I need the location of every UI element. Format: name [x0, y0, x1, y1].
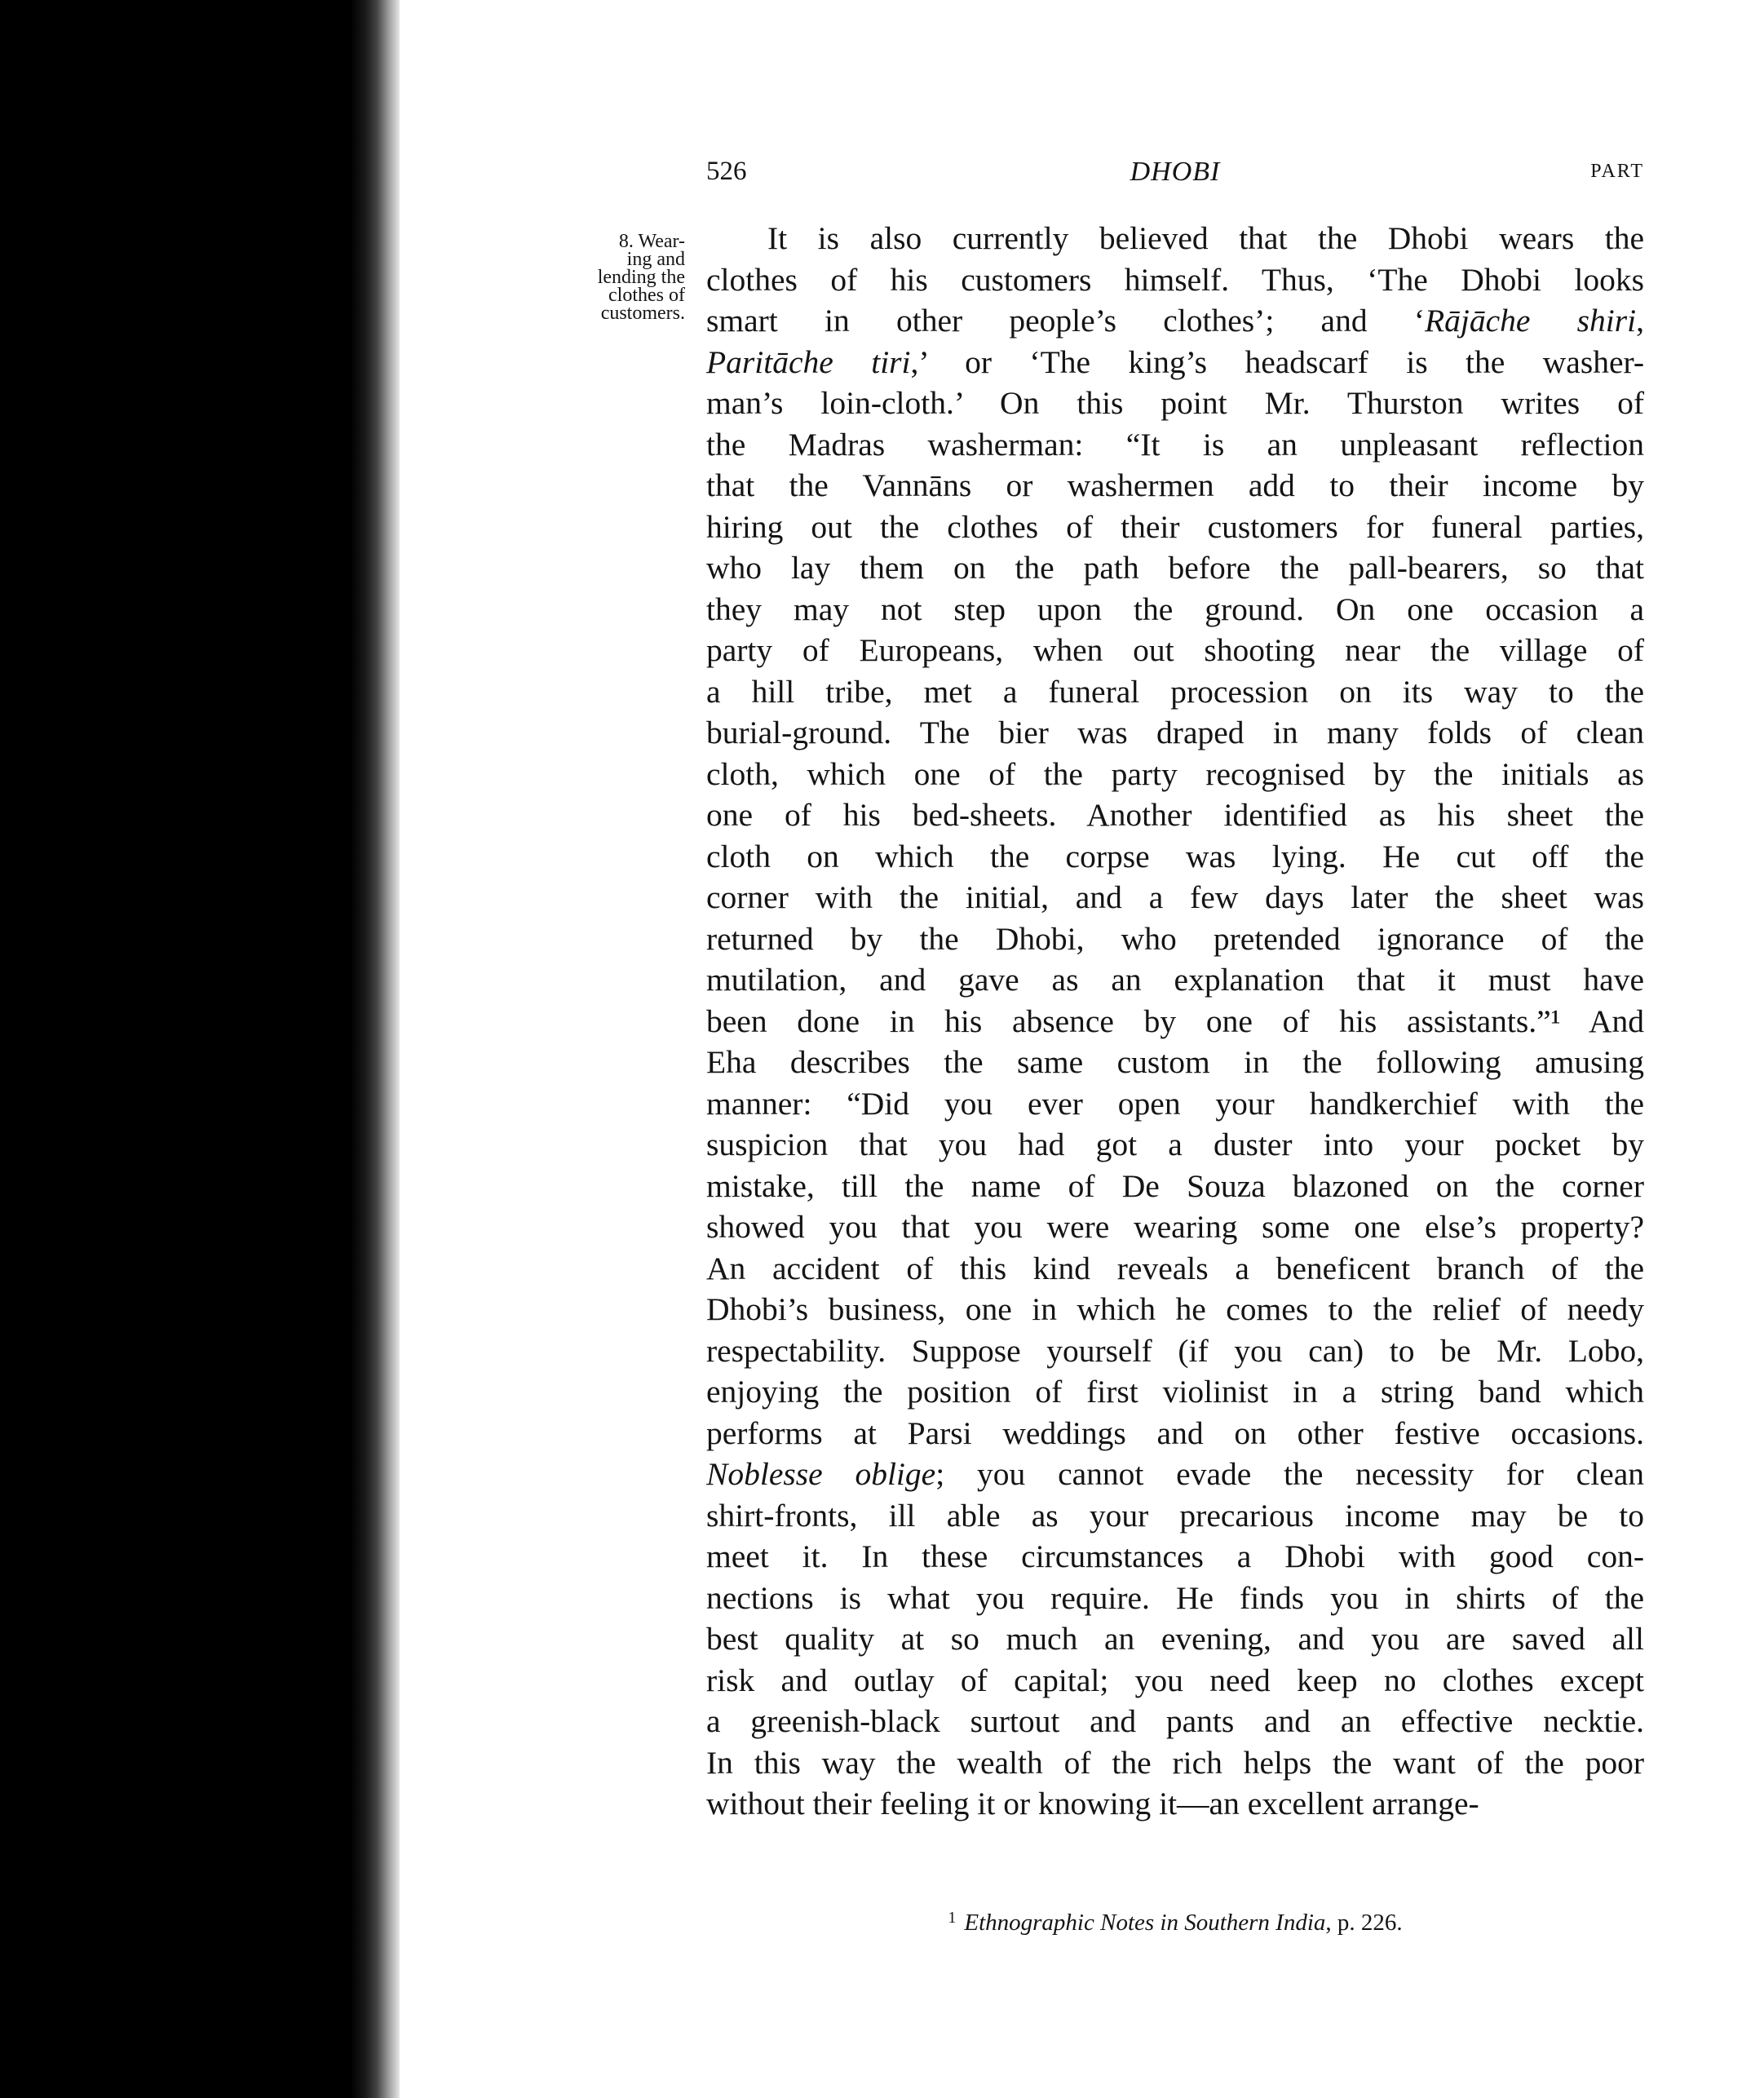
text-line: one of his bed-sheets. Another identified as his sheet the	[706, 797, 1644, 833]
margin-sidenote	[563, 232, 685, 322]
text-line: man’s loin-cloth.’ On this point Mr. Thurston writes of	[706, 385, 1644, 421]
text-line: returned by the Dhobi, who pretended ignorance of the	[706, 920, 1644, 957]
text-line: party of Europeans, when out shooting near the village of	[706, 632, 1644, 668]
footnote	[706, 1909, 1644, 1936]
text-line: that the Vannāns or washermen add to their income by	[706, 467, 1644, 503]
footnote-page-ref: , p. 226.	[1325, 1910, 1403, 1936]
text-line: suspicion that you had got a duster into your pocket by	[706, 1126, 1644, 1162]
body-text	[706, 218, 1644, 1825]
text-line: shirt-fronts, ill able as your precarious income may be to	[706, 1497, 1644, 1534]
sidenote-line: clothes of	[608, 285, 685, 306]
text-line: hiring out the clothes of their customers for funeral parties,	[706, 508, 1644, 545]
text-line: smart in other people’s clothes’; and ‘Rājāche shiri,	[706, 303, 1645, 339]
sidenote-line: ing and	[626, 249, 685, 270]
text-line: meet it. In these circumstances a Dhobi with good con-	[706, 1538, 1644, 1574]
text-line: cloth on which the corpse was lying. He cut off the	[706, 838, 1644, 874]
book-binding-shadow	[0, 0, 400, 2098]
text-line: manner: “Did you ever open your handkerchief with the	[706, 1085, 1644, 1122]
text-line: burial-ground. The bier was draped in many folds of clean	[706, 715, 1644, 750]
text-line: In this way the wealth of the rich helps the want of the poor	[706, 1744, 1644, 1781]
text-line: risk and outlay of capital; you need keep no clothes except	[706, 1662, 1644, 1698]
text-line: showed you that you were wearing some one else’s property?	[706, 1209, 1644, 1245]
text-line: the Madras washerman: “It is an unpleasant reflection	[706, 426, 1644, 463]
text-line: mistake, till the name of De Souza blazoned on the corner	[706, 1167, 1644, 1204]
text-line: a hill tribe, met a funeral procession on its way to the	[706, 673, 1644, 710]
text-line: It is also currently believed that the Dhobi wears the	[767, 220, 1644, 256]
text-line: they may not step upon the ground. On one occasion a	[706, 591, 1644, 627]
footnote-marker: 1	[948, 1909, 957, 1927]
text-line: mutilation, and gave as an explanation that it must have	[706, 962, 1644, 998]
text-line: enjoying the position of first violinist in a string band which	[706, 1374, 1644, 1410]
text-line: without their feeling it or knowing it—an excellent arrange-	[706, 1786, 1479, 1821]
text-line: been done in his absence by one of his assistants.”¹ And	[706, 1003, 1644, 1039]
text-line: who lay them on the path before the pall-bearers, so that	[706, 550, 1644, 586]
running-title: DHOBI	[1130, 157, 1221, 187]
text-line: Eha describes the same custom in the following amusing	[706, 1044, 1644, 1080]
sidenote-line: customers.	[600, 303, 685, 324]
text-line: Paritāche tiri,’ or ‘The king’s headscarf is the washer-	[706, 343, 1644, 380]
page-header	[706, 157, 1644, 189]
text-line: clothes of his customers himself. Thus, ‘The Dhobi looks	[706, 261, 1644, 298]
part-label: PART	[1590, 161, 1644, 182]
text-line: An accident of this kind reveals a beneficent branch of the	[706, 1250, 1644, 1286]
sidenote-line: lending the	[597, 267, 685, 288]
text-line: nections is what you require. He finds you in shirts of the	[706, 1579, 1644, 1616]
text-line: Noblesse oblige; you cannot evade the necessity for clean	[706, 1456, 1645, 1492]
footnote-source: Ethnographic Notes in Southern India	[964, 1910, 1326, 1936]
text-line: performs at Parsi weddings and on other festive occasions.	[706, 1414, 1644, 1451]
page-number: 526	[706, 157, 747, 186]
text-line: best quality at so much an evening, and you are saved all	[706, 1621, 1644, 1657]
sidenote-line: 8. Wear-	[618, 231, 685, 252]
text-line: corner with the initial, and a few days later the sheet was	[706, 879, 1644, 915]
text-line: a greenish-black surtout and pants and an effective necktie.	[706, 1703, 1644, 1739]
text-line: cloth, which one of the party recognised by the initials as	[706, 755, 1644, 792]
text-line: respectability. Suppose yourself (if you can) to be Mr. Lobo,	[706, 1332, 1644, 1369]
text-line: Dhobi’s business, one in which he comes to the relief of needy	[706, 1291, 1644, 1327]
